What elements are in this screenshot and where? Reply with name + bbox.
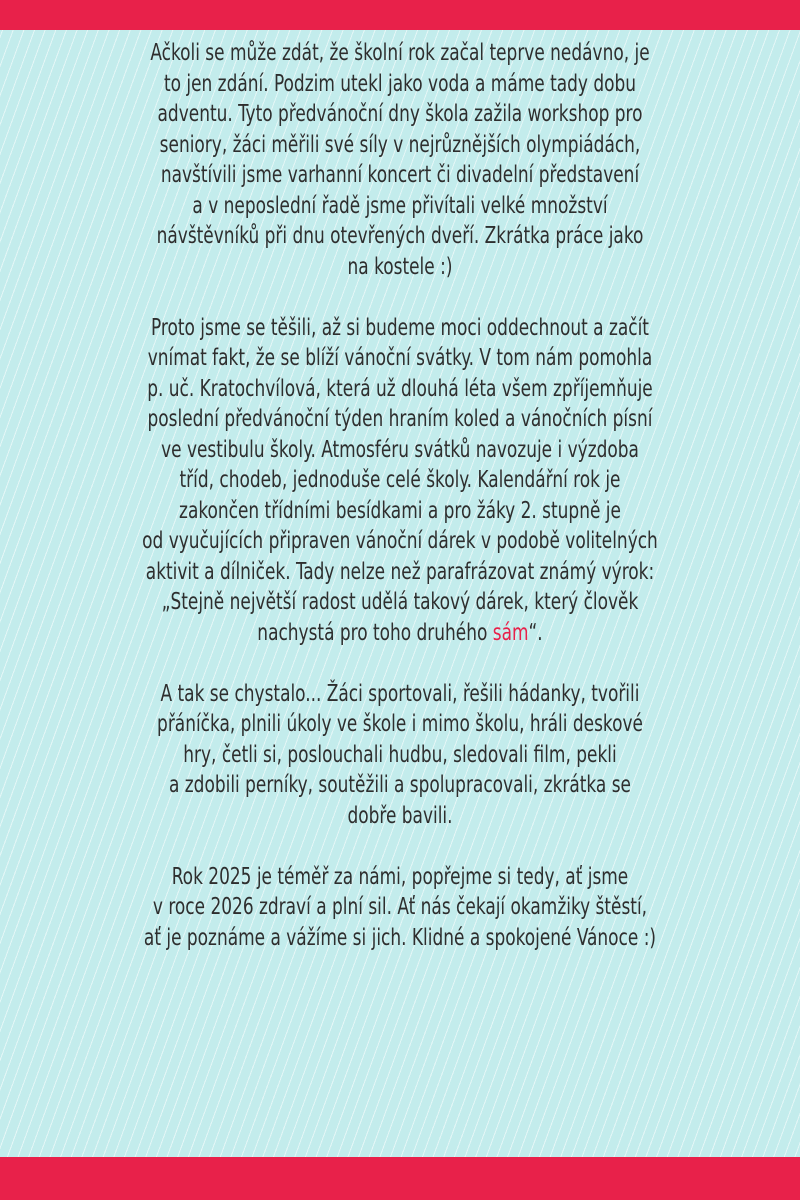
- text-line: adventu. Tyto předvánoční dny škola zažila workshop pro: [157, 101, 643, 127]
- text-line: a zdobili perníky, soutěžili a spolupracovali, zkrátka se: [168, 772, 631, 798]
- text-line: přáníčka, plnili úkoly ve škole i mimo školu, hráli deskové: [157, 711, 643, 737]
- text-line: [88, 618, 711, 649]
- text-line: poslední předvánoční týden hraním koled a vánočních písní: [147, 406, 653, 432]
- text-line: Proto jsme se těšili, až si budeme moci oddechnout a začít: [151, 314, 649, 341]
- text-line: v roce 2026 zdraví a plní sil. Ať nás čekají okamžiky štěstí,: [152, 894, 648, 920]
- paragraph-3: [20, 679, 780, 832]
- text-line: hry, četli si, poslouchali hudbu, sledovali film, pekli: [183, 741, 617, 768]
- top-band: [0, 0, 800, 30]
- paragraph-2: [20, 313, 780, 649]
- text-line: A tak se chystalo... Žáci sportovali, řešili hádanky, tvořili: [160, 680, 640, 707]
- text-line: tříd, chodeb, jednoduše celé školy. Kalendářní rok je: [179, 467, 621, 493]
- text-line-part: “.: [528, 619, 543, 646]
- paragraph-1: [20, 38, 780, 282]
- text-line: p. uč. Kratochvílová, která už dlouhá léta všem zpříjemňuje: [147, 375, 653, 402]
- paragraph-gap: [20, 282, 780, 313]
- text-line: návštěvníků při dnu otevřených dveří. Zkrátka práce jako: [156, 223, 644, 249]
- text-line: „Stejně největší radost udělá takový dárek, který člověk: [161, 589, 639, 615]
- text-line: navštívili jsme varhanní koncert či divadelní představení: [160, 162, 640, 188]
- article-text: [20, 38, 780, 953]
- text-line-part: nachystá pro toho druhého: [257, 619, 493, 646]
- text-line: Ačkoli se může zdát, že školní rok začal teprve nedávno, je: [150, 40, 650, 66]
- text-line: ať je poznáme a vážíme si jich. Klidné a spokojené Vánoce :): [143, 924, 657, 951]
- text-line: dobře bavili.: [347, 802, 453, 829]
- text-line: a v neposlední řadě jsme přivítali velké množství: [192, 192, 608, 219]
- paragraph-gap: [20, 831, 780, 862]
- text-line: seniory, žáci měřili své síly v nejrůznějších olympiádách,: [159, 131, 641, 158]
- text-line: to jen zdání. Podzim utekl jako voda a máme tady dobu: [163, 70, 637, 97]
- highlighted-word: sám: [492, 619, 529, 646]
- bottom-band: [0, 1157, 800, 1200]
- text-line: od vyučujících připraven vánoční dárek v podobě volitelných: [142, 528, 658, 554]
- text-line: aktivit a dílniček. Tady nelze než parafrázovat známý výrok:: [145, 558, 655, 585]
- text-line: zakončen třídními besídkami a pro žáky 2. stupně je: [179, 497, 621, 524]
- text-line: vnímat fakt, že se blíží vánoční svátky. V tom nám pomohla: [147, 345, 653, 371]
- text-line: na kostele :): [347, 253, 453, 280]
- paragraph-4: [20, 862, 780, 954]
- text-line: Rok 2025 je téměř za námi, popřejme si tedy, ať jsme: [171, 863, 629, 890]
- text-line: ve vestibulu školy. Atmosféru svátků navozuje i výzdoba: [161, 436, 639, 463]
- paragraph-gap: [20, 648, 780, 679]
